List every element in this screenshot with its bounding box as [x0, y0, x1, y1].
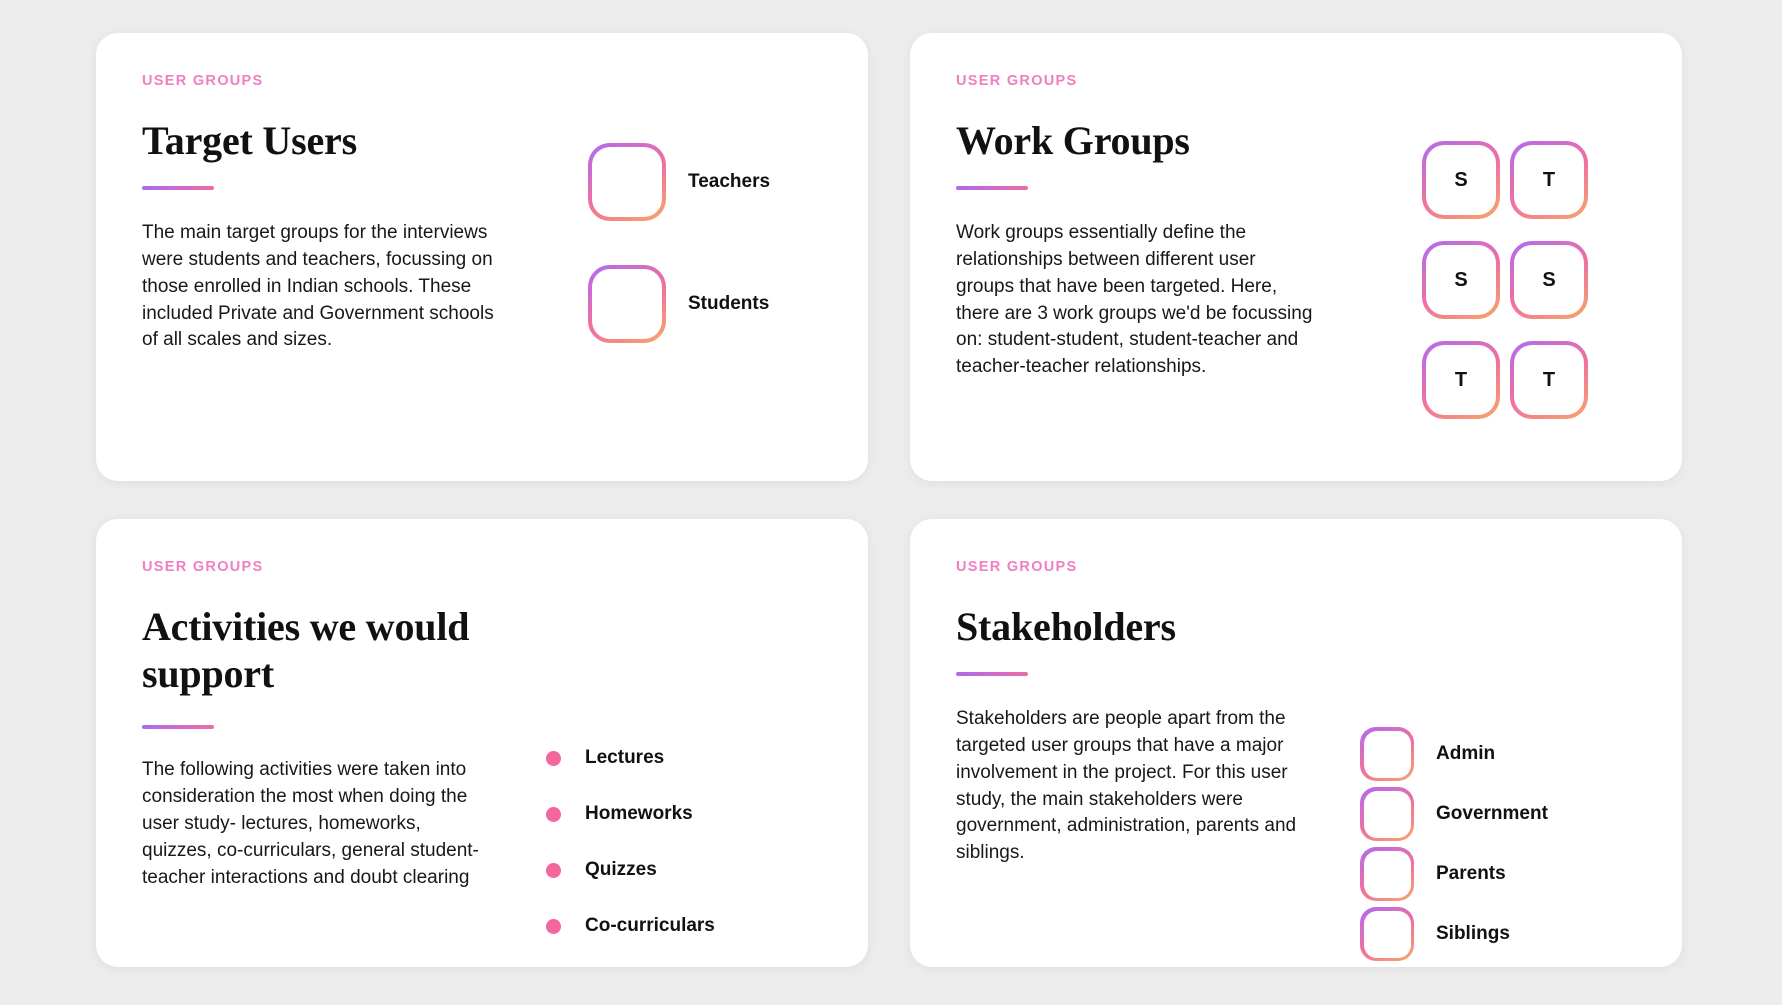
card-eyebrow: USER GROUPS — [142, 73, 264, 89]
stakeholders-list — [1360, 727, 1548, 967]
list-item — [588, 143, 770, 221]
bullet-label: Co-curriculars — [585, 915, 715, 936]
card-text-column — [142, 73, 502, 354]
bullet-label: Quizzes — [585, 859, 657, 880]
rounded-square-icon — [1510, 241, 1588, 319]
page-title: Work Groups — [956, 118, 1190, 163]
stakeholder-label: Admin — [1436, 743, 1496, 764]
page-title: Activities we would support — [142, 604, 470, 697]
card-text-column — [956, 73, 1316, 381]
page-title: Target Users — [142, 118, 357, 163]
rounded-square-icon — [588, 143, 666, 221]
bullet-label: Homeworks — [585, 803, 693, 824]
list-item — [1360, 787, 1548, 841]
rounded-square-icon — [1360, 787, 1414, 841]
list-item — [1360, 727, 1548, 781]
list-item — [546, 747, 715, 769]
stakeholder-label: Siblings — [1436, 923, 1510, 944]
rounded-square-icon — [1422, 241, 1500, 319]
bullet-dot-icon — [546, 807, 561, 822]
bullet-dot-icon — [546, 751, 561, 766]
rounded-square-inner — [1364, 731, 1411, 778]
rounded-square-inner — [592, 269, 662, 339]
list-item — [1360, 907, 1548, 961]
stakeholder-label: Government — [1436, 803, 1548, 824]
card-body-text: Work groups essentially define the relationships between different user groups that have been targeted. Here, there are 3 work groups we'd be focussing on: student-student, student-teacher and teacher-teacher relationships. — [956, 222, 1313, 378]
stakeholder-label: Parents — [1436, 863, 1506, 884]
rounded-square-icon — [1360, 907, 1414, 961]
rounded-square-inner — [1364, 851, 1411, 898]
title-underline — [956, 672, 1028, 676]
bullet-dot-icon — [546, 863, 561, 878]
list-item — [546, 803, 715, 825]
rounded-square-icon — [588, 265, 666, 343]
rounded-square-icon — [1360, 847, 1414, 901]
list-item — [588, 265, 770, 343]
page-title: Stakeholders — [956, 604, 1176, 649]
rounded-square-inner — [1364, 911, 1411, 958]
card-eyebrow: USER GROUPS — [956, 73, 1078, 89]
tile-letter: T — [1426, 345, 1496, 415]
tile-letter: S — [1514, 245, 1584, 315]
card-body-text: The following activities were taken into consideration the most when doing the user study- lectures, homeworks, quizzes, co-curriculars, general student-teacher interactions and doubt clearing — [142, 759, 479, 888]
rounded-square-inner — [592, 147, 662, 217]
rounded-square-icon — [1422, 141, 1500, 219]
card-text-column — [142, 559, 502, 891]
card-text-column — [956, 559, 1316, 867]
title-underline — [142, 725, 214, 729]
list-item — [546, 915, 715, 937]
rounded-square-icon — [1360, 727, 1414, 781]
list-item — [546, 859, 715, 881]
bullet-label: Lectures — [585, 747, 665, 768]
card-eyebrow: USER GROUPS — [142, 559, 264, 575]
card-target-users — [96, 33, 868, 481]
list-item — [1360, 847, 1548, 901]
rounded-square-icon — [1510, 141, 1588, 219]
activities-bullet-list — [546, 747, 715, 967]
card-eyebrow: USER GROUPS — [956, 559, 1078, 575]
target-users-badge-list — [588, 143, 770, 387]
tile-letter: T — [1514, 345, 1584, 415]
card-activities — [96, 519, 868, 967]
card-body-text: The main target groups for the interviews were students and teachers, focussing on those enrolled in Indian schools. These included Private and Government schools of all scales and sizes. — [142, 222, 494, 351]
bullet-dot-icon — [546, 919, 561, 934]
tile-letter: S — [1426, 245, 1496, 315]
rounded-square-icon — [1422, 341, 1500, 419]
title-underline — [956, 186, 1028, 190]
card-stakeholders — [910, 519, 1682, 967]
badge-label: Students — [688, 293, 770, 314]
badge-label: Teachers — [688, 171, 771, 192]
tile-letter: T — [1514, 145, 1584, 215]
card-work-groups — [910, 33, 1682, 481]
tile-letter: S — [1426, 145, 1496, 215]
rounded-square-inner — [1364, 791, 1411, 838]
work-groups-tile-grid — [1422, 141, 1588, 419]
title-underline — [142, 186, 214, 190]
card-body-text: Stakeholders are people apart from the targeted user groups that have a major involvement in the project. For this user study, the main stakeholders were government, administration, parents and siblings. — [956, 708, 1297, 864]
rounded-square-icon — [1510, 341, 1588, 419]
